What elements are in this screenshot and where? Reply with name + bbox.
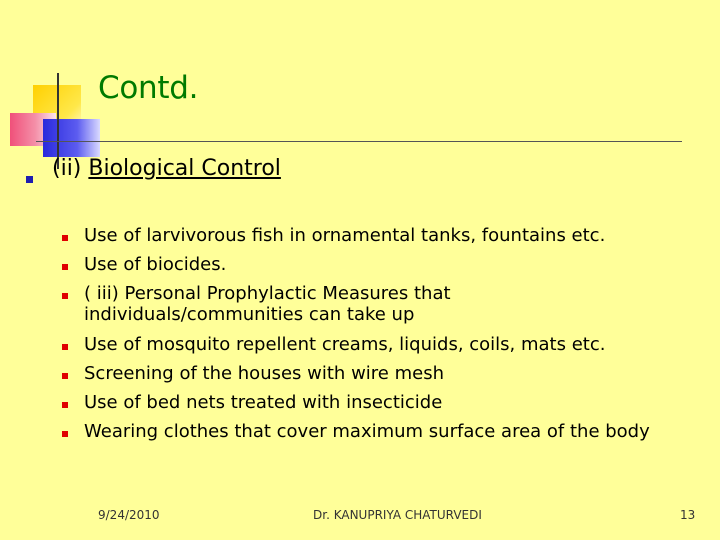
list-item: ( iii) Personal Prophylactic Measures that individuals/communities can take up <box>84 283 451 325</box>
list-item: Wearing clothes that cover maximum surface area of the body <box>84 421 650 442</box>
bullet-icon <box>62 264 68 270</box>
bullet-icon <box>62 431 68 437</box>
bullet-icon <box>62 373 68 379</box>
bullet-icon <box>62 235 68 241</box>
bullet-icon <box>62 344 68 350</box>
page-number: 13 <box>680 508 696 522</box>
decorative-blue-square <box>43 119 100 157</box>
list-item: Use of larvivorous fish in ornamental tanks, fountains etc. <box>84 225 606 246</box>
list-item: Use of mosquito repellent creams, liquids, coils, mats etc. <box>84 334 606 355</box>
footer-date: 9/24/2010 <box>98 508 160 522</box>
list-item: Screening of the houses with wire mesh <box>84 363 444 384</box>
bullet-icon <box>62 402 68 408</box>
section-heading-label: Biological Control <box>88 156 281 181</box>
section-heading <box>52 156 281 181</box>
section-heading-prefix: (ii) <box>52 156 82 181</box>
list-item: Use of bed nets treated with insecticide <box>84 392 443 413</box>
slide-title: Contd. <box>98 70 199 106</box>
level1-bullet-icon <box>26 176 33 183</box>
list-item: Use of biocides. <box>84 254 227 275</box>
decorative-vertical-line <box>57 73 59 169</box>
title-divider-line <box>36 141 682 142</box>
footer-author: Dr. KANUPRIYA CHATURVEDI <box>313 508 482 522</box>
bullet-icon <box>62 293 68 299</box>
